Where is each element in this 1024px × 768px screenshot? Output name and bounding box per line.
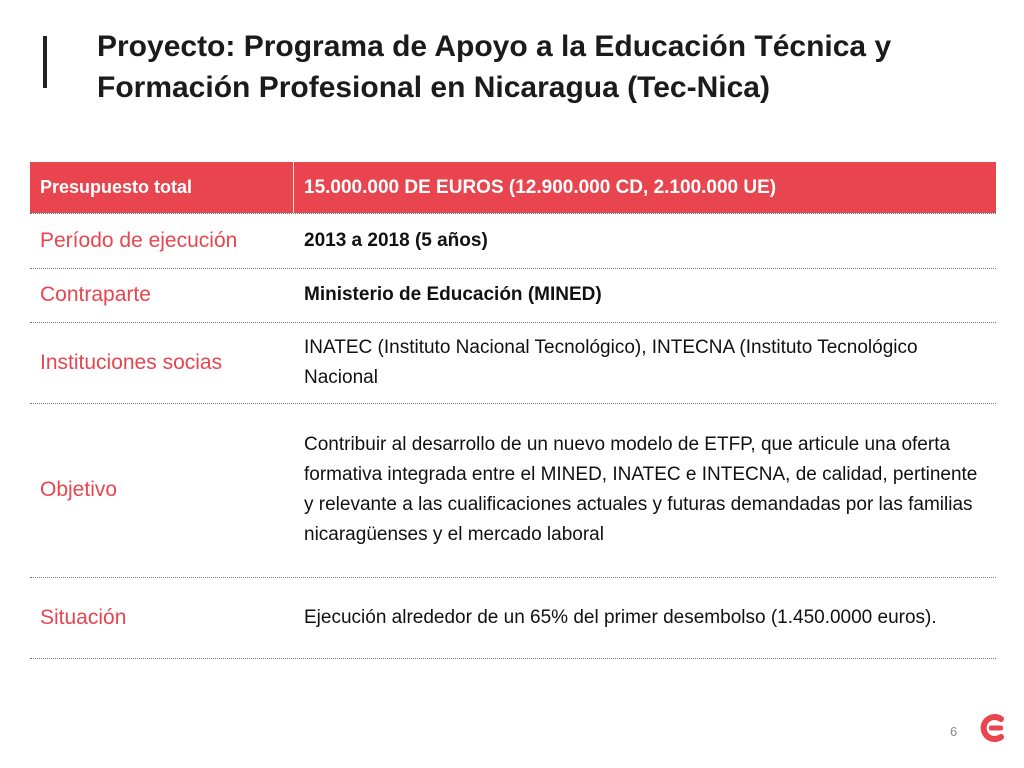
row-separator: [30, 658, 996, 659]
table-row: [30, 577, 996, 658]
table-row: [30, 268, 996, 322]
partners-value: INATEC (Instituto Nacional Tecnológico), INTECNA (Instituto Tecnológico Nacional: [304, 336, 918, 388]
counterpart-label: Contraparte: [40, 283, 151, 306]
table-header-row: [30, 162, 996, 213]
objective-label: Objetivo: [40, 478, 118, 501]
page-number: 6: [950, 724, 958, 739]
period-label: Período de ejecución: [40, 228, 238, 252]
brand-logo-icon: [979, 711, 1007, 745]
period-value: 2013 a 2018 (5 años): [304, 229, 488, 251]
status-value: Ejecución alrededor de un 65% del primer desembolso (1.450.0000 euros).: [304, 606, 937, 628]
table-row: [30, 322, 996, 403]
slide-title: Proyecto: Programa de Apoyo a la Educación Técnica y Formación Profesional en Nicaragua (Tec-Nica): [97, 30, 892, 104]
table-row: [30, 213, 996, 268]
objective-value: Contribuir al desarrollo de un nuevo modelo de ETFP, que articule una oferta formativa integrada entre el MINED, INATEC e INTECNA, de calidad, pertinente y relevante a las cualificaciones actuales y futuras demandadas por las familias nicaragüenses y el mercado laboral: [304, 434, 978, 545]
table-row: [30, 403, 996, 577]
counterpart-value: Ministerio de Educación (MINED): [304, 284, 602, 305]
header-divider: [293, 162, 294, 213]
budget-value: 15.000.000 DE EUROS (12.900.000 CD, 2.100.000 UE): [304, 176, 777, 198]
budget-label: Presupuesto total: [40, 177, 193, 197]
partners-label: Instituciones socias: [40, 350, 223, 374]
title-accent-bar: [43, 36, 47, 88]
status-label: Situación: [40, 605, 127, 629]
